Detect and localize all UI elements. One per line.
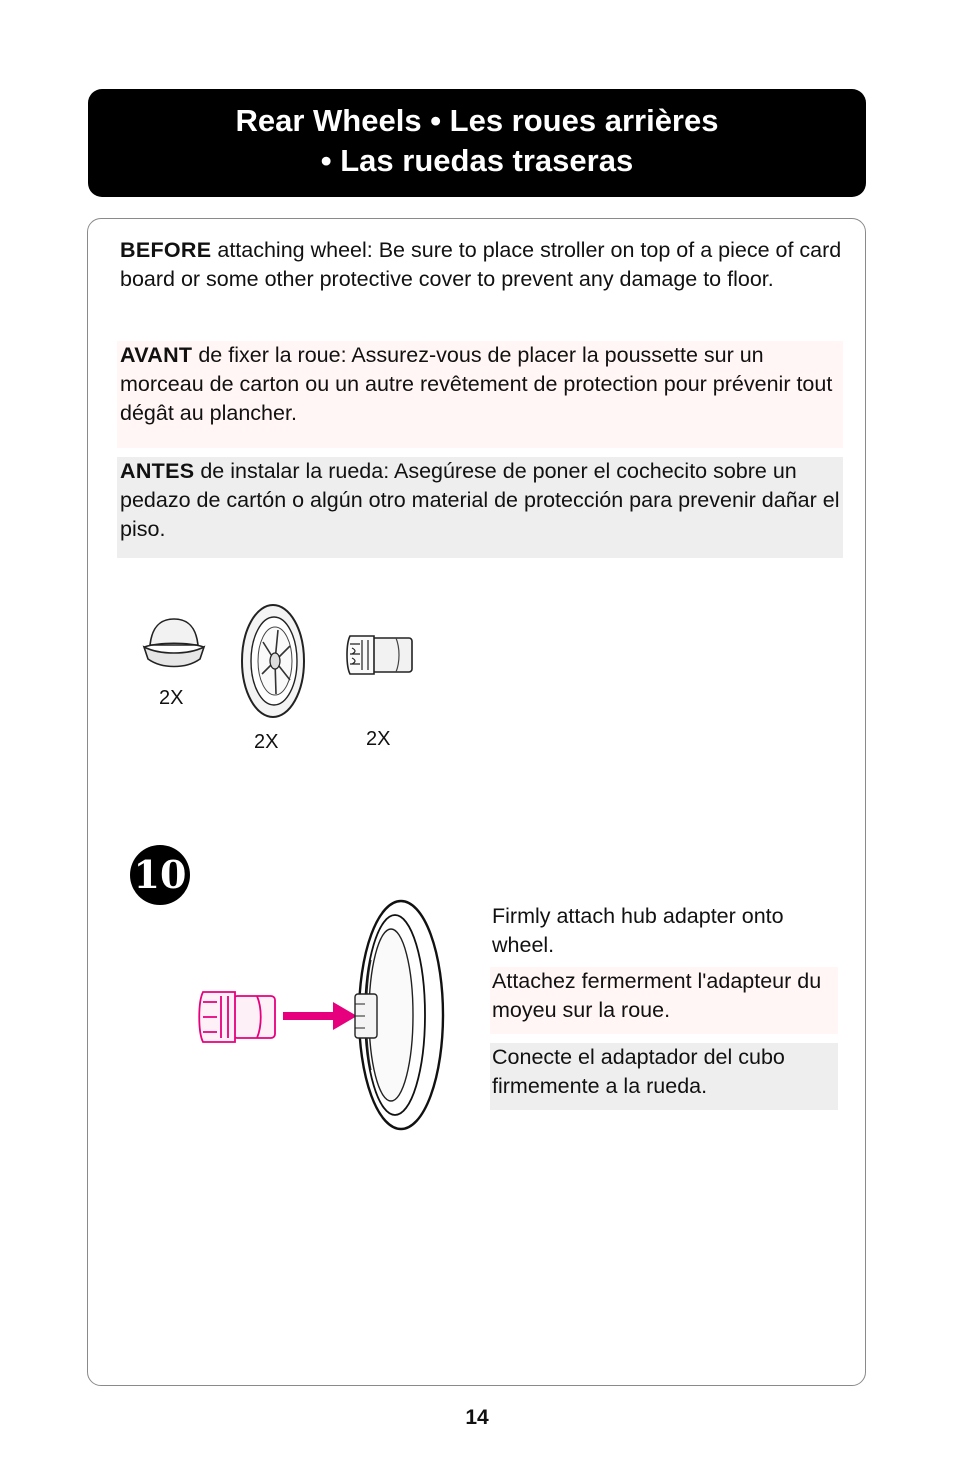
- instruction-english: Firmly attach hub adapter onto wheel.: [492, 904, 784, 957]
- quantity-hub-cap: 2X: [159, 687, 184, 709]
- header-title-line2: • Las ruedas traseras: [320, 143, 634, 178]
- instruction-french: Attachez fermerment l'adapteur du moyeu sur la roue.: [490, 967, 838, 1034]
- warning-label-french: AVANT: [120, 343, 193, 367]
- hub-cap-icon: [140, 615, 208, 670]
- arrow-right-icon: [283, 1002, 357, 1030]
- quantity-hub-adapter: 2X: [366, 728, 391, 750]
- warning-text-spanish: de instalar la rueda: Asegúrese de poner el cochecito sobre un pedazo de cartón o algún otro material de protección para prevenir dañar el piso.: [120, 459, 840, 541]
- hub-adapter-icon: [344, 630, 416, 678]
- hub-adapter-highlight-icon: [199, 992, 275, 1042]
- step-number-badge: 10: [130, 845, 190, 905]
- header-title-line1: Rear Wheels • Les roues arrières: [235, 103, 719, 138]
- wheel-icon: [238, 602, 308, 720]
- warning-french: [117, 341, 843, 448]
- warning-english: [117, 236, 843, 294]
- section-header: [88, 89, 866, 197]
- page-number: 14: [465, 1406, 489, 1429]
- warning-label-spanish: ANTES: [120, 459, 195, 483]
- warning-spanish: [117, 457, 843, 558]
- warning-label-english: BEFORE: [120, 238, 212, 262]
- step-illustration: [195, 898, 450, 1132]
- wheel-side-icon: [355, 901, 443, 1129]
- warning-text-french: de fixer la roue: Assurez-vous de placer la poussette sur un morceau de carton ou un autre revêtement de protection pour prévenir tout dégât au plancher.: [120, 343, 833, 425]
- warning-text-english: attaching wheel: Be sure to place stroller on top of a piece of card board or some other protective cover to prevent any damage to floor.: [120, 238, 842, 291]
- instruction-spanish: Conecte el adaptador del cubo firmemente a la rueda.: [490, 1043, 838, 1110]
- quantity-wheel: 2X: [254, 731, 279, 753]
